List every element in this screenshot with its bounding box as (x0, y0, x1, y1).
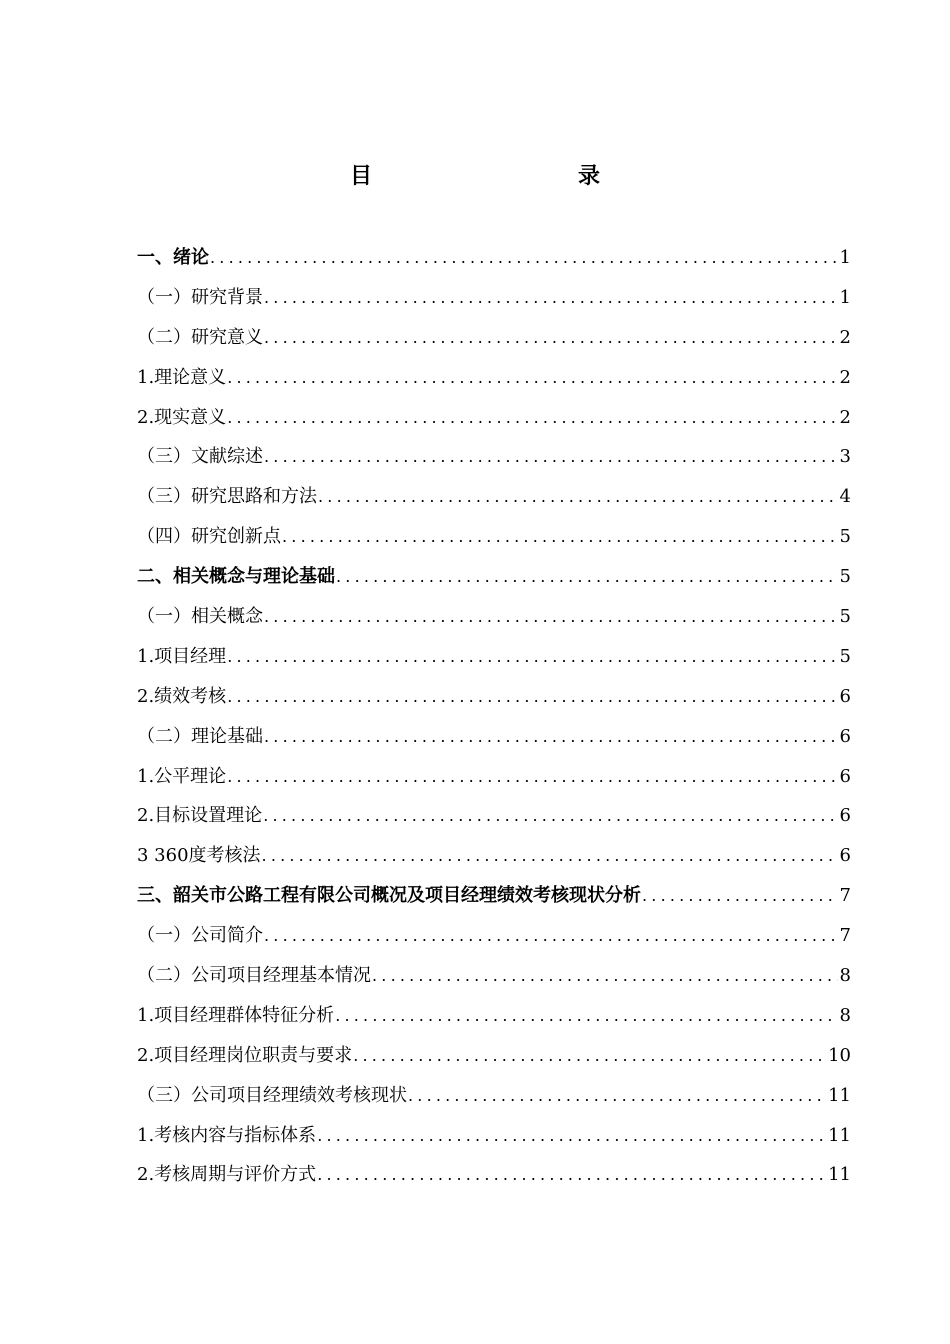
toc-page-number: 5 (839, 645, 851, 667)
toc-leader-dots (227, 637, 837, 677)
toc-entry[interactable] (137, 1116, 851, 1156)
toc-entry[interactable] (137, 477, 851, 517)
toc-leader-dots (335, 996, 837, 1036)
toc-entry[interactable] (137, 1076, 851, 1116)
toc-list (137, 238, 851, 1195)
toc-leader-dots (372, 956, 838, 996)
toc-page-number: 11 (828, 1124, 851, 1146)
toc-page-number: 5 (839, 526, 851, 548)
toc-page-number: 11 (828, 1084, 851, 1106)
toc-entry-title: 2.绩效考核 (137, 685, 227, 707)
page-title: 目 录 (349, 164, 654, 189)
toc-entry-title: 1.理论意义 (137, 366, 227, 388)
toc-entry-title: （一）相关概念 (137, 606, 263, 628)
toc-entry-title: （二）公司项目经理基本情况 (137, 965, 371, 987)
toc-leader-dots (318, 477, 838, 517)
toc-entry-title: 2.目标设置理论 (137, 805, 263, 827)
toc-entry[interactable] (137, 876, 851, 916)
toc-leader-dots (408, 1076, 826, 1116)
toc-entry-title: 2.项目经理岗位职责与要求 (137, 1044, 353, 1066)
toc-entry[interactable] (137, 238, 851, 278)
toc-entry[interactable] (137, 597, 851, 637)
toc-page-number: 2 (839, 326, 851, 348)
toc-page-number: 6 (839, 805, 851, 827)
toc-page-number: 8 (839, 965, 851, 987)
toc-entry[interactable] (137, 677, 851, 717)
toc-page-number: 7 (839, 925, 851, 947)
toc-leader-dots (227, 358, 837, 398)
toc-page-number: 6 (839, 765, 851, 787)
toc-leader-dots (282, 517, 838, 557)
toc-leader-dots (264, 717, 838, 757)
toc-entry-title: 2.考核周期与评价方式 (137, 1164, 317, 1186)
toc-entry[interactable] (137, 836, 851, 876)
toc-entry-title: （一）公司简介 (137, 925, 263, 947)
toc-leader-dots (642, 876, 838, 916)
toc-leader-dots (227, 677, 837, 717)
toc-entry[interactable] (137, 796, 851, 836)
toc-entry-title: 三、韶关市公路工程有限公司概况及项目经理绩效考核现状分析 (137, 885, 641, 907)
toc-leader-dots (264, 916, 838, 956)
toc-page-number: 8 (839, 1004, 851, 1026)
toc-entry[interactable] (137, 637, 851, 677)
toc-entry-title: 1.公平理论 (137, 765, 227, 787)
toc-page-number: 1 (839, 286, 851, 308)
toc-entry-title: 3 360度考核法 (137, 845, 261, 867)
toc-page-number: 7 (839, 885, 851, 907)
toc-entry-title: （二）理论基础 (137, 725, 263, 747)
toc-leader-dots (262, 836, 838, 876)
toc-leader-dots (227, 757, 837, 797)
toc-entry-title: （三）研究思路和方法 (137, 486, 317, 508)
toc-page-number: 2 (839, 406, 851, 428)
toc-entry[interactable] (137, 1155, 851, 1195)
toc-page-number: 6 (839, 685, 851, 707)
toc-page-number: 3 (839, 446, 851, 468)
toc-entry-title: （三）公司项目经理绩效考核现状 (137, 1084, 407, 1106)
toc-entry[interactable] (137, 557, 851, 597)
toc-page-number: 2 (839, 366, 851, 388)
toc-page-number: 10 (828, 1044, 851, 1066)
toc-entry[interactable] (137, 996, 851, 1036)
toc-entry[interactable] (137, 1036, 851, 1076)
toc-page-number: 5 (839, 606, 851, 628)
toc-page-number: 4 (839, 486, 851, 508)
toc-entry-title: 二、相关概念与理论基础 (137, 566, 335, 588)
toc-leader-dots (210, 238, 838, 278)
toc-entry-title: 1.项目经理群体特征分析 (137, 1004, 335, 1026)
toc-leader-dots (264, 318, 838, 358)
toc-entry-title: （二）研究意义 (137, 326, 263, 348)
toc-entry-title: （一）研究背景 (137, 286, 263, 308)
toc-entry[interactable] (137, 956, 851, 996)
toc-entry[interactable] (137, 398, 851, 438)
toc-entry-title: （四）研究创新点 (137, 526, 281, 548)
toc-entry[interactable] (137, 517, 851, 557)
toc-leader-dots (336, 557, 838, 597)
toc-entry[interactable] (137, 916, 851, 956)
toc-entry[interactable] (137, 717, 851, 757)
toc-page-number: 1 (839, 247, 851, 268)
toc-leader-dots (317, 1116, 826, 1156)
toc-entry[interactable] (137, 437, 851, 477)
toc-entry[interactable] (137, 318, 851, 358)
toc-entry-title: 1.项目经理 (137, 645, 227, 667)
toc-entry[interactable] (137, 278, 851, 318)
toc-leader-dots (353, 1036, 826, 1076)
toc-entry-title: 1.考核内容与指标体系 (137, 1124, 317, 1146)
toc-entry-title: 一、绪论 (137, 247, 209, 268)
toc-entry[interactable] (137, 358, 851, 398)
toc-leader-dots (264, 437, 838, 477)
toc-page-number: 5 (839, 566, 851, 588)
toc-entry[interactable] (137, 757, 851, 797)
toc-entry-title: 2.现实意义 (137, 406, 227, 428)
toc-leader-dots (264, 278, 838, 318)
toc-leader-dots (263, 796, 837, 836)
toc-leader-dots (227, 398, 837, 438)
toc-page-number: 6 (839, 845, 851, 867)
toc-leader-dots (264, 597, 838, 637)
toc-page-number: 6 (839, 725, 851, 747)
toc-leader-dots (317, 1155, 826, 1195)
toc-entry-title: （三）文献综述 (137, 446, 263, 468)
toc-page-number: 11 (828, 1164, 851, 1186)
